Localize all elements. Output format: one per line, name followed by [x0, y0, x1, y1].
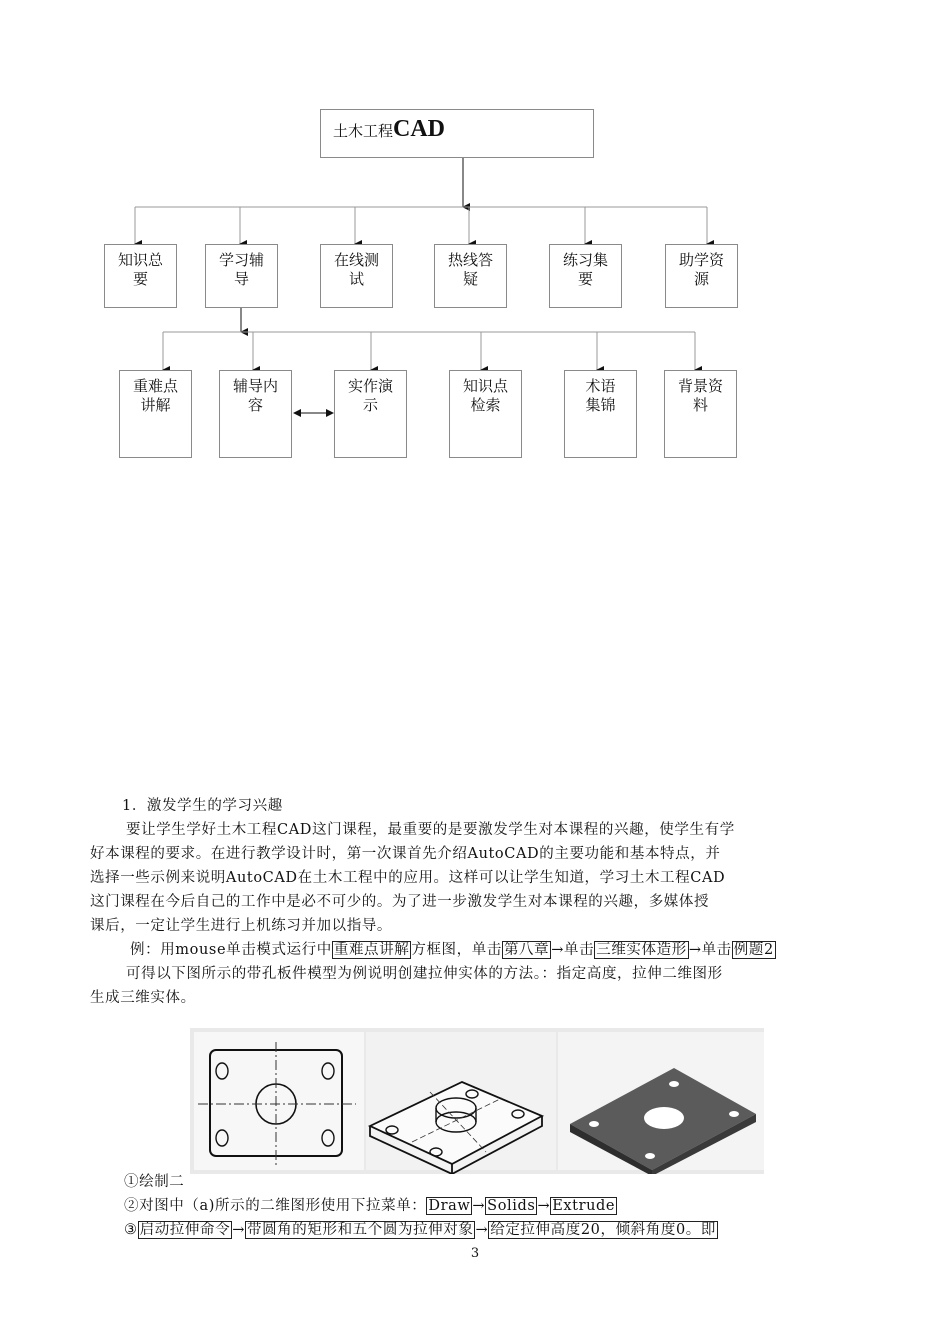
root-title-prefix: 土木工程	[333, 122, 394, 140]
example-text: →单击	[688, 942, 732, 958]
solid-modeling-link[interactable]: 三维实体造形	[596, 942, 687, 958]
section-heading: 1．激发学生的学习兴趣	[122, 798, 283, 814]
example-text: 例：用mouse单击模式运行中	[130, 942, 332, 958]
level2-box-demo: 实作演 示	[334, 370, 407, 458]
paragraph-line: 选择一些示例来说明AutoCAD在土木工程中的应用。这样可以让学生知道，学习土木工程CAD	[90, 870, 726, 886]
steps	[120, 1170, 862, 1242]
step-3	[124, 1218, 718, 1242]
level2-box-key-points: 重难点 讲解	[119, 370, 192, 458]
paragraph-line: 要让学生学好土木工程CAD这门课程，最重要的是要激发学生对本课程的兴趣，使学生有学	[126, 822, 735, 838]
step-1: ①绘制二	[124, 1174, 185, 1190]
body-text	[90, 794, 862, 1044]
perforated-plate-figure	[190, 1028, 764, 1174]
root-title-big: CAD	[393, 116, 446, 142]
example2-link[interactable]: 例题2	[733, 942, 774, 958]
arrow: →	[475, 1222, 489, 1238]
start-extrude-box: 启动拉伸命令	[139, 1222, 231, 1238]
menu-solids[interactable]: Solids	[487, 1198, 536, 1214]
example-text: →单击	[551, 942, 595, 958]
example-line	[130, 938, 776, 962]
paragraph-line: 生成三维实体。	[90, 990, 196, 1006]
arrow: →	[232, 1222, 245, 1238]
example-text: 方框图，单击	[411, 942, 502, 958]
step-2	[124, 1194, 617, 1218]
page-number: 3	[470, 1246, 480, 1261]
paragraph-line: 好本课程的要求。在进行教学设计时，第一次课首先介绍AutoCAD的主要功能和基本特点，并	[90, 846, 721, 862]
level1-box-resources: 助学资 源	[665, 244, 738, 308]
level2-box-background: 背景资 料	[664, 370, 737, 458]
chapter8-link[interactable]: 第八章	[503, 942, 550, 958]
paragraph-line: 可得以下图所示的带孔板件模型为例说明创建拉伸实体的方法。：指定高度，拉伸二维图形	[126, 966, 723, 982]
paragraph-line: 课后，一定让学生进行上机练习并加以指导。	[90, 918, 392, 934]
menu-extrude[interactable]: Extrude	[552, 1198, 616, 1214]
menu-draw[interactable]: Draw	[428, 1198, 471, 1214]
key-points-link[interactable]: 重难点讲解	[333, 942, 410, 958]
step-3-num: ③	[124, 1222, 138, 1238]
arrow: →	[537, 1198, 551, 1214]
extrude-height-box: 给定拉伸高度20，倾斜角度0。即	[490, 1222, 716, 1238]
extrude-objects-box: 带圆角的矩形和五个圆为拉伸对象	[246, 1222, 474, 1238]
arrow: →	[472, 1198, 486, 1214]
level1-box-study-guide: 学习辅 导	[205, 244, 278, 308]
step-2-text: ②对图中（a)所示的二维图形使用下拉菜单：	[124, 1198, 427, 1214]
level1-box-online-test: 在线测 试	[320, 244, 393, 308]
level1-box-hotline: 热线答 疑	[434, 244, 507, 308]
chart-root-box	[320, 109, 594, 158]
level1-box-knowledge: 知识总 要	[104, 244, 177, 308]
level2-box-glossary: 术语 集锦	[564, 370, 637, 458]
level1-box-exercises: 练习集 要	[549, 244, 622, 308]
level2-box-guide-content: 辅导内 容	[219, 370, 292, 458]
paragraph-line: 这门课程在今后自己的工作中是必不可少的。为了进一步激发学生对本课程的兴趣，多媒体授	[90, 894, 710, 910]
level2-box-search: 知识点 检索	[449, 370, 522, 458]
